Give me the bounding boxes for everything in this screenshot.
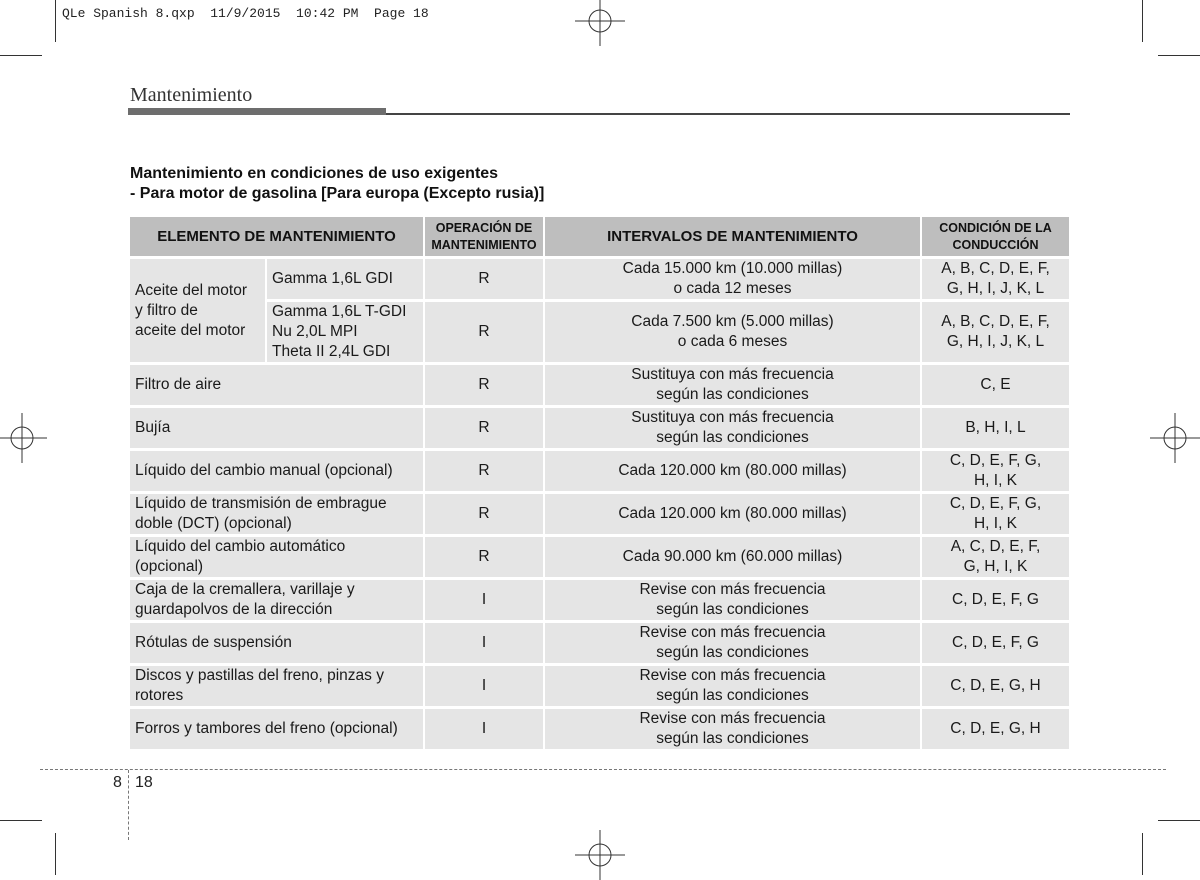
table-row	[130, 709, 1069, 752]
item-cell: Caja de la cremallera, varillaje y guardapolvos de la dirección	[130, 580, 425, 623]
condition-cell: A, B, C, D, E, F, G, H, I, J, K, L	[922, 302, 1069, 365]
table-row	[130, 494, 1069, 537]
crop-mark	[1142, 833, 1143, 875]
operation-cell: R	[425, 537, 545, 580]
heading-line-1: Mantenimiento en condiciones de uso exigentes	[130, 165, 499, 182]
section-rule-thick	[128, 108, 386, 115]
condition-cell: C, D, E, F, G, H, I, K	[922, 494, 1069, 537]
item-cell: Discos y pastillas del freno, pinzas y rotores	[130, 666, 425, 709]
registration-mark-icon	[575, 0, 625, 46]
item-cell: Líquido del cambio automático (opcional)	[130, 537, 425, 580]
interval-cell: Sustituya con más frecuencia según las condiciones	[545, 408, 922, 451]
table-header-row	[130, 217, 1069, 259]
crop-mark	[55, 833, 56, 875]
interval-cell: Revise con más frecuencia según las condiciones	[545, 623, 922, 666]
crop-mark	[1158, 55, 1200, 56]
footer-dashed-divider	[128, 770, 129, 840]
engine-cell: Gamma 1,6L T-GDI Nu 2,0L MPI Theta II 2,4L GDI	[267, 302, 425, 365]
crop-mark	[1158, 820, 1200, 821]
crop-mark	[55, 0, 56, 42]
engine-cell: Gamma 1,6L GDI	[267, 259, 425, 302]
item-cell: Líquido de transmisión de embrague doble (DCT) (opcional)	[130, 494, 425, 537]
item-cell: Bujía	[130, 408, 425, 451]
interval-cell: Cada 120.000 km (80.000 millas)	[545, 494, 922, 537]
condition-cell: A, B, C, D, E, F, G, H, I, J, K, L	[922, 259, 1069, 302]
table-row	[130, 408, 1069, 451]
operation-cell: I	[425, 666, 545, 709]
table-heading	[130, 164, 544, 204]
table-row	[130, 580, 1069, 623]
header-operation-line-2: MANTENIMIENTO	[431, 237, 537, 252]
item-cell: Aceite del motor y filtro de aceite del motor	[130, 259, 267, 365]
item-cell: Forros y tambores del freno (opcional)	[130, 709, 425, 752]
crop-mark	[0, 820, 42, 821]
header-intervals: INTERVALOS DE MANTENIMIENTO	[545, 217, 922, 259]
interval-cell: Revise con más frecuencia según las condiciones	[545, 580, 922, 623]
header-condition-line-1: CONDICIÓN DE LA	[939, 220, 1052, 235]
interval-cell: Cada 7.500 km (5.000 millas) o cada 6 meses	[545, 302, 922, 365]
interval-cell: Revise con más frecuencia según las condiciones	[545, 666, 922, 709]
interval-cell: Cada 15.000 km (10.000 millas) o cada 12 meses	[545, 259, 922, 302]
header-operation-line-1: OPERACIÓN DE	[435, 220, 533, 235]
crop-mark	[1142, 0, 1143, 42]
interval-cell: Cada 120.000 km (80.000 millas)	[545, 451, 922, 494]
table-row	[130, 451, 1069, 494]
condition-cell: C, D, E, F, G	[922, 623, 1069, 666]
operation-cell: R	[425, 302, 545, 365]
table-row	[130, 623, 1069, 666]
table-row	[130, 259, 1069, 302]
table-row	[130, 537, 1069, 580]
table-row	[130, 666, 1069, 709]
condition-cell: C, D, E, G, H	[922, 666, 1069, 709]
condition-cell: B, H, I, L	[922, 408, 1069, 451]
operation-cell: R	[425, 259, 545, 302]
condition-cell: C, E	[922, 365, 1069, 408]
header-condition	[922, 217, 1069, 259]
heading-line-2: - Para motor de gasolina [Para europa (Excepto rusia)]	[130, 185, 545, 202]
condition-cell: C, D, E, G, H	[922, 709, 1069, 752]
condition-cell: C, D, E, F, G, H, I, K	[922, 451, 1069, 494]
registration-mark-icon	[1150, 413, 1200, 463]
crop-mark	[0, 55, 42, 56]
interval-cell: Cada 90.000 km (60.000 millas)	[545, 537, 922, 580]
operation-cell: R	[425, 494, 545, 537]
item-cell: Filtro de aire	[130, 365, 425, 408]
section-title: Mantenimiento	[130, 84, 253, 106]
section-rule-thin	[386, 113, 1070, 115]
operation-cell: R	[425, 451, 545, 494]
operation-cell: I	[425, 709, 545, 752]
maintenance-table	[130, 217, 1069, 752]
condition-cell: A, C, D, E, F, G, H, I, K	[922, 537, 1069, 580]
registration-mark-icon	[575, 830, 625, 880]
table-row	[130, 302, 1069, 365]
item-cell: Líquido del cambio manual (opcional)	[130, 451, 425, 494]
operation-cell: I	[425, 580, 545, 623]
header-condition-line-2: CONDUCCIÓN	[952, 237, 1039, 252]
chapter-number: 8	[113, 774, 122, 791]
page-number: 18	[135, 774, 153, 791]
header-operation	[425, 217, 545, 259]
interval-cell: Revise con más frecuencia según las condiciones	[545, 709, 922, 752]
condition-cell: C, D, E, F, G	[922, 580, 1069, 623]
header-element: ELEMENTO DE MANTENIMIENTO	[130, 217, 425, 259]
registration-mark-icon	[0, 413, 47, 463]
operation-cell: R	[425, 365, 545, 408]
print-slug: QLe Spanish 8.qxp 11/9/2015 10:42 PM Page 18	[62, 6, 429, 21]
item-cell: Rótulas de suspensión	[130, 623, 425, 666]
operation-cell: I	[425, 623, 545, 666]
interval-cell: Sustituya con más frecuencia según las condiciones	[545, 365, 922, 408]
table-row	[130, 365, 1069, 408]
operation-cell: R	[425, 408, 545, 451]
footer-dashed-rule	[40, 769, 1166, 770]
